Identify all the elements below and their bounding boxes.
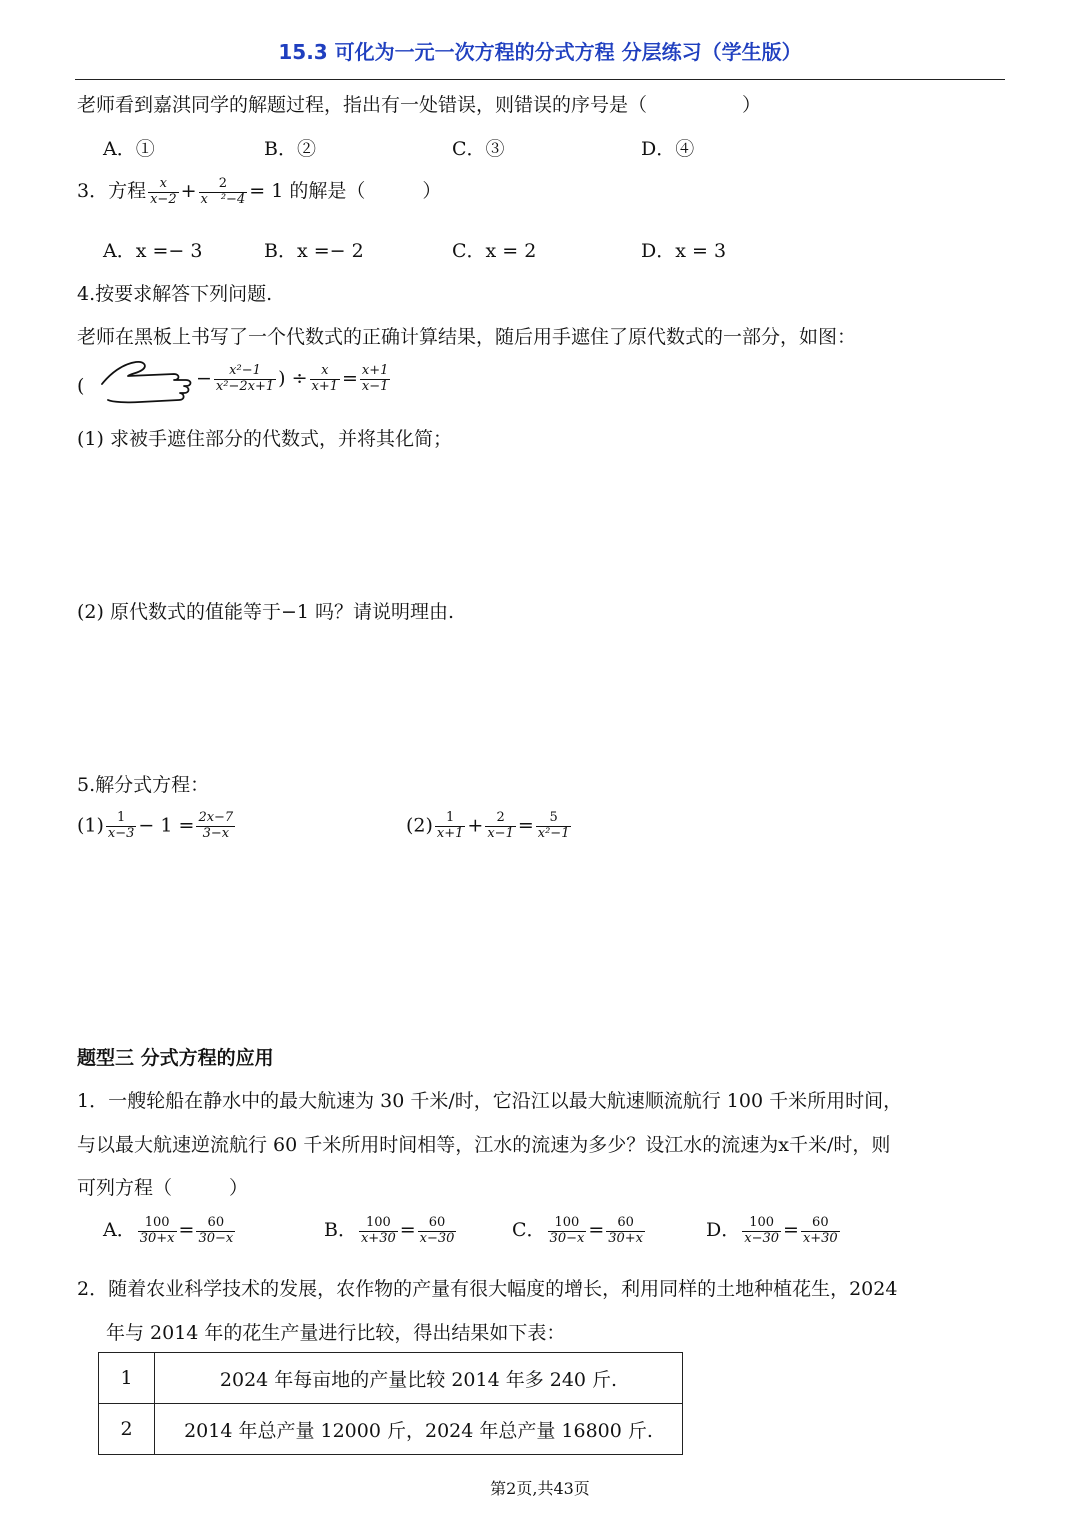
- a1-d-n1: 100: [749, 1214, 775, 1230]
- a1-line-1: 1．一艘轮船在静水中的最大航速为 30 千米/时，它沿江以最大航速顺流航行 100 千米所用时间，: [77, 1090, 903, 1112]
- q4-divide: ) ÷: [278, 367, 308, 390]
- q5-p2-equals: =: [517, 814, 534, 837]
- q3-option-b: B．x =− 2: [264, 240, 364, 262]
- q3-option-d: D．x = 3: [641, 240, 727, 262]
- a1-b-equals: =: [399, 1219, 416, 1241]
- a2-line-2: 年与 2014 年的花生产量进行比较，得出结果如下表：: [106, 1322, 566, 1344]
- q4-expression: [196, 364, 392, 395]
- table-cell-index: 2: [99, 1404, 155, 1455]
- q4-fc-numerator: x+1: [361, 363, 389, 378]
- q4-fa-denominator: x²−2x+1: [215, 378, 275, 394]
- q5-p2-plus: +: [467, 814, 484, 837]
- q3-option-c: C．x = 2: [452, 240, 537, 262]
- a1-line-2: 与以最大航速逆流航行 60 千米所用时间相等，江水的流速为多少？设江水的流速为x千米/时，则: [77, 1134, 891, 1156]
- a1-d-label: D．: [706, 1219, 741, 1241]
- a1-c-label: C．: [512, 1219, 546, 1241]
- q3-fraction-1: [148, 177, 179, 208]
- a1-c-equals: =: [588, 1219, 605, 1241]
- q3-equation: [77, 176, 441, 207]
- q3-fraction-2: [199, 177, 248, 208]
- q4-subquestion-2: (2) 原代数式的值能等于−1 吗？请说明理由.: [77, 601, 455, 623]
- q2-option-c: C．③: [452, 138, 505, 160]
- q3-plus: +: [180, 180, 197, 202]
- a1-c-d1: 30−x: [549, 1230, 585, 1246]
- a1-a-label: A．: [103, 1219, 136, 1241]
- a1-d-fraction-1: [742, 1216, 781, 1247]
- a1-c-n1: 100: [554, 1214, 580, 1230]
- q5-p1-f1-denominator: x−3: [107, 825, 135, 841]
- q5-p2-fraction-3: [536, 811, 572, 842]
- a1-d-equals: =: [783, 1219, 799, 1241]
- q4-stem: 4.按要求解答下列问题.: [77, 283, 273, 305]
- q4-fraction-b: [310, 364, 341, 395]
- q3-f1-numerator: x: [159, 175, 168, 191]
- a1-b-fraction-1: [359, 1216, 398, 1247]
- a1-a-d2: 30−x: [198, 1230, 234, 1246]
- yield-table: [98, 1352, 683, 1455]
- q3-number: 3．方程: [77, 180, 147, 202]
- q4-minus: −: [196, 367, 212, 390]
- q4-fc-denominator: x−1: [361, 378, 389, 394]
- q5-p2-f1-numerator: 1: [446, 810, 455, 825]
- q3-option-a: A．x =− 3: [103, 240, 203, 262]
- q5-p1-label: (1): [77, 814, 104, 837]
- a1-d-d2: x+30: [802, 1230, 838, 1246]
- a1-a-n1: 100: [144, 1214, 170, 1230]
- q4-fraction-a: [214, 364, 276, 395]
- a1-a-fraction-1: [138, 1216, 177, 1247]
- a1-b-label: B．: [324, 1219, 357, 1241]
- a1-d-n2: 60: [812, 1214, 829, 1230]
- a1-a-n2: 60: [207, 1214, 225, 1230]
- q2-option-b: B．②: [264, 138, 316, 160]
- q3-f2-denominator: x ²−4: [200, 191, 246, 207]
- q5-p2-f2-denominator: x−1: [487, 825, 514, 841]
- q3-f1-denominator: x−2: [150, 191, 177, 207]
- q4-expr-open: (: [77, 375, 85, 397]
- a1-b-n2: 60: [428, 1214, 446, 1230]
- q4-fa-numerator: x²−1: [229, 363, 261, 378]
- a1-option-a: [103, 1215, 237, 1246]
- q2-stem: 老师看到嘉淇同学的解题过程，指出有一处错误，则错误的序号是（ ）: [77, 94, 762, 116]
- a1-b-n1: 100: [365, 1214, 391, 1230]
- a1-c-fraction-2: [606, 1216, 645, 1247]
- q4-description: 老师在黑板上书写了一个代数式的正确计算结果，随后用手遮住了原代数式的一部分，如图：: [77, 326, 857, 348]
- q5-stem: 5.解分式方程：: [77, 774, 210, 796]
- q4-fb-numerator: x: [321, 363, 329, 378]
- table-cell-text: 2014 年总产量 12000 斤，2024 年总产量 16800 斤.: [155, 1404, 683, 1455]
- q5-p1-middle: − 1 =: [138, 814, 195, 837]
- page-number: 第2页,共43页: [490, 1479, 590, 1498]
- a1-a-fraction-2: [196, 1216, 235, 1247]
- table-row: [99, 1353, 683, 1404]
- a1-c-n2: 60: [617, 1214, 634, 1230]
- q5-p1-f2-denominator: 3−x: [196, 826, 235, 842]
- a1-d-d1: x−30: [744, 1230, 780, 1246]
- covering-hand-icon: [100, 356, 196, 410]
- a1-b-fraction-2: [418, 1216, 457, 1247]
- q5-p2-label: (2): [406, 814, 433, 837]
- q3-rhs: = 1 的解是（ ）: [249, 180, 442, 202]
- header-divider: [75, 79, 1005, 80]
- a1-b-d2: x−30: [419, 1230, 455, 1246]
- table-row: [99, 1404, 683, 1455]
- q5-p2-f3-numerator: 5: [549, 810, 558, 825]
- page-title: 15.3 可化为一元一次方程的分式方程 分层练习（学生版）: [278, 40, 802, 64]
- q2-option-a: A．①: [103, 138, 155, 160]
- table-cell-index: 1: [99, 1353, 155, 1404]
- q5-p2-f1-denominator: x+1: [436, 825, 464, 841]
- q4-subquestion-1: (1) 求被手遮住部分的代数式，并将其化简；: [77, 428, 452, 450]
- a1-b-d1: x+30: [360, 1230, 396, 1246]
- q5-p2-fraction-2: [485, 811, 516, 842]
- q5-p1-f1-numerator: 1: [117, 810, 126, 825]
- q5-p1-f2-numerator: 2x−7: [198, 810, 234, 825]
- a1-d-fraction-2: [801, 1216, 840, 1247]
- q5-part-2: [406, 811, 573, 842]
- a1-line-3: 可列方程（ ）: [77, 1177, 249, 1199]
- q5-p2-f3-denominator: x²−1: [537, 825, 570, 841]
- a1-c-fraction-1: [548, 1216, 587, 1247]
- a1-option-b: [324, 1215, 458, 1246]
- q4-fb-denominator: x+1: [311, 378, 338, 394]
- q5-p2-fraction-1: [435, 811, 466, 842]
- q4-equals: =: [342, 367, 358, 390]
- q3-f2-numerator: 2: [218, 175, 228, 191]
- q5-p2-f2-numerator: 2: [496, 810, 505, 825]
- q2-option-d: D．④: [641, 138, 695, 160]
- q4-fraction-c: [360, 364, 391, 395]
- section-heading: 题型三 分式方程的应用: [77, 1047, 274, 1069]
- table-cell-text: 2024 年每亩地的产量比较 2014 年多 240 斤.: [155, 1353, 683, 1404]
- a1-a-d1: 30+x: [139, 1230, 175, 1246]
- a2-line-1: 2．随着农业科学技术的发展，农作物的产量有很大幅度的增长，利用同样的土地种植花生，2024: [77, 1278, 898, 1300]
- q5-p1-fraction-1: [106, 811, 137, 842]
- q5-p1-fraction-2: [196, 811, 235, 842]
- a1-option-d: [706, 1215, 842, 1246]
- a1-a-equals: =: [178, 1219, 195, 1241]
- a1-option-c: [512, 1215, 647, 1246]
- a1-c-d2: 30+x: [608, 1230, 644, 1246]
- q5-part-1: [77, 811, 237, 842]
